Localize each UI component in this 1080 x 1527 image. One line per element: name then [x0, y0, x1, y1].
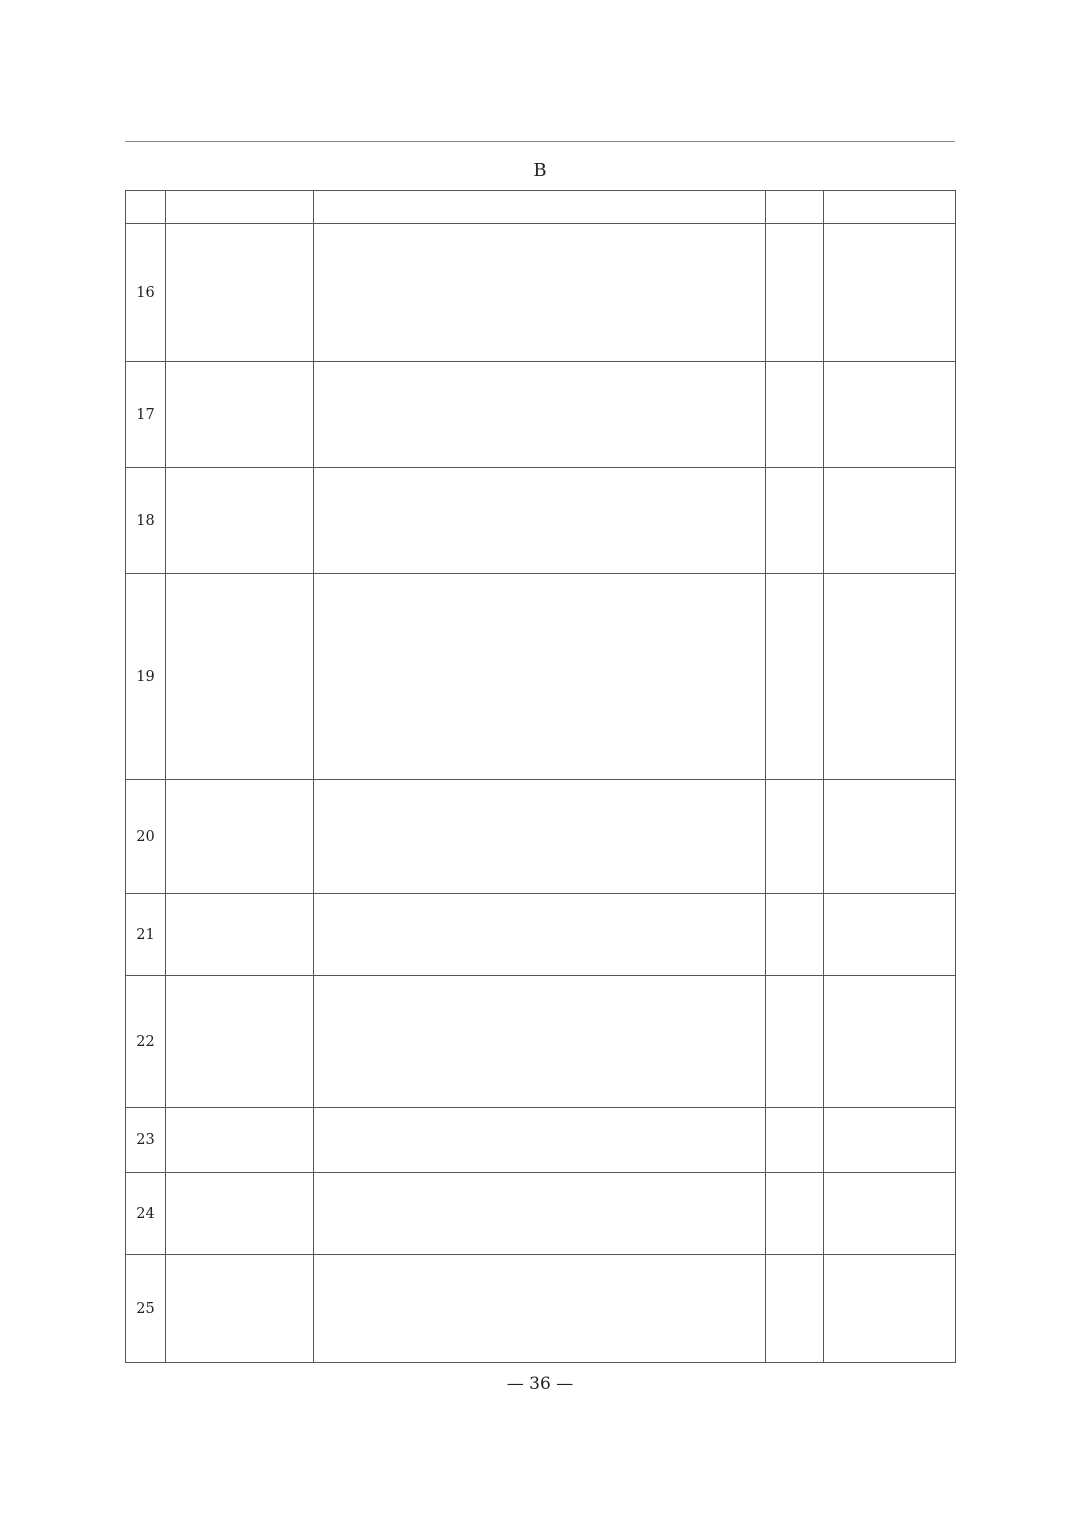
method-name	[166, 780, 314, 894]
table-row	[126, 1173, 956, 1255]
table-row	[126, 362, 956, 468]
applied-projects	[824, 574, 956, 780]
method-name	[166, 468, 314, 574]
table-row	[126, 1108, 956, 1173]
method-name	[166, 224, 314, 362]
row-number: 16	[126, 224, 166, 362]
field	[766, 780, 824, 894]
applied-projects	[824, 894, 956, 976]
row-number: 18	[126, 468, 166, 574]
applied-projects	[824, 362, 956, 468]
technology-table	[125, 190, 956, 1363]
content-description	[314, 1255, 766, 1363]
row-number: 19	[126, 574, 166, 780]
row-number: 24	[126, 1173, 166, 1255]
field	[766, 976, 824, 1108]
applied-projects	[824, 468, 956, 574]
table-row	[126, 894, 956, 976]
content-description	[314, 1173, 766, 1255]
content-description	[314, 574, 766, 780]
column-header-number	[126, 191, 166, 224]
table-row	[126, 224, 956, 362]
content-description	[314, 362, 766, 468]
table-row	[126, 468, 956, 574]
row-number: 20	[126, 780, 166, 894]
column-header-applied-projects	[824, 191, 956, 224]
field	[766, 894, 824, 976]
column-header-method-name	[166, 191, 314, 224]
field	[766, 224, 824, 362]
content-description	[314, 224, 766, 362]
method-name	[166, 574, 314, 780]
method-name	[166, 362, 314, 468]
table-title	[125, 160, 955, 181]
applied-projects	[824, 1108, 956, 1173]
row-number: 21	[126, 894, 166, 976]
column-header-field	[766, 191, 824, 224]
field	[766, 1108, 824, 1173]
field	[766, 1173, 824, 1255]
applied-projects	[824, 224, 956, 362]
applied-projects	[824, 976, 956, 1108]
field	[766, 1255, 824, 1363]
content-description	[314, 468, 766, 574]
applied-projects	[824, 1173, 956, 1255]
table-title-suffix: B	[533, 160, 547, 181]
applied-projects	[824, 1255, 956, 1363]
row-number: 23	[126, 1108, 166, 1173]
content-description	[314, 894, 766, 976]
applied-projects	[824, 780, 956, 894]
header-rule	[125, 141, 955, 142]
table-row	[126, 780, 956, 894]
table-header-row	[126, 191, 956, 224]
method-name	[166, 1255, 314, 1363]
field	[766, 574, 824, 780]
method-name	[166, 976, 314, 1108]
method-name	[166, 1173, 314, 1255]
table-row	[126, 574, 956, 780]
row-number: 25	[126, 1255, 166, 1363]
row-number: 22	[126, 976, 166, 1108]
table-row	[126, 976, 956, 1108]
content-description	[314, 976, 766, 1108]
field	[766, 468, 824, 574]
method-name	[166, 1108, 314, 1173]
page-number: — 36 —	[506, 1374, 574, 1394]
row-number: 17	[126, 362, 166, 468]
content-description	[314, 1108, 766, 1173]
column-header-content	[314, 191, 766, 224]
content-description	[314, 780, 766, 894]
table-row	[126, 1255, 956, 1363]
field	[766, 362, 824, 468]
method-name	[166, 894, 314, 976]
